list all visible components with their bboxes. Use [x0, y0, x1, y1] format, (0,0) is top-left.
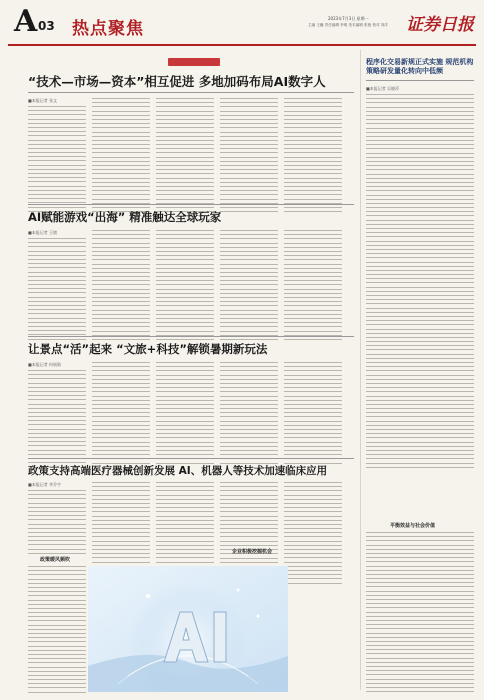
story2-col-2 — [92, 230, 150, 343]
main-headline: “技术—市场—资本”相互促进 多地加码布局AI数字人 — [28, 74, 326, 89]
sidebar-headline-line1 — [366, 58, 474, 76]
story2-byline: ■本报记者 王镜 — [28, 230, 58, 235]
story4-col-1a — [28, 490, 86, 557]
story2-col-4 — [220, 230, 278, 343]
main-headline-rule — [28, 92, 354, 93]
story2-col-5 — [284, 230, 342, 343]
section-title: 热点聚焦 — [72, 19, 144, 39]
story4-top-rule — [28, 458, 354, 459]
main-col-1 — [28, 106, 86, 215]
main-byline: ■本报记者 张文 — [28, 98, 58, 103]
story2-col-3 — [156, 230, 214, 343]
story3-col-5 — [284, 362, 342, 467]
date-line: 2023年7月3日 星期一 — [328, 16, 369, 21]
main-col-3 — [156, 98, 214, 215]
masthead-logo: 证券日报 — [406, 15, 474, 35]
kicker-text: 人工智能大会前哨 — [178, 69, 210, 74]
sidebar-text-top — [366, 94, 474, 471]
sidebar-headline-rule — [366, 80, 474, 81]
story3-col-2 — [92, 362, 150, 467]
story3-col-4 — [220, 362, 278, 467]
sidebar-byline: ■本报记者 吴晓萍 — [366, 86, 400, 91]
story4-col-1b — [28, 566, 86, 696]
kicker-tag — [168, 58, 220, 74]
story3-byline: ■本报记者 何展勋 — [28, 362, 62, 367]
main-col-5 — [284, 98, 342, 215]
main-col-4 — [220, 98, 278, 215]
main-col-2 — [92, 98, 150, 215]
story3-col-3 — [156, 362, 214, 467]
ai-illustration — [88, 566, 288, 692]
story3-col-1 — [28, 370, 86, 466]
page-number: 03 — [38, 19, 55, 33]
story4-headline: 政策支持高端医疗器械创新发展 AI、机器人等技术加速临床应用 — [28, 465, 328, 477]
story4-subhead-left: 政策暖风频吹 — [40, 557, 71, 563]
story3-headline: 让景点“活”起来 “文旅+科技”解锁暑期新玩法 — [28, 342, 268, 356]
page-header — [8, 6, 476, 44]
sidebar-subhead: 平衡效益与社会价值 — [390, 523, 436, 529]
sidebar-text-bottom — [366, 532, 474, 695]
page-letter: A — [14, 4, 38, 39]
story4-subhead-right: 企业积极挖掘机会 — [232, 549, 273, 555]
sidebar-headline: 程序化交易新规正式实施 规范机构策略研发量化转向中低频 — [366, 58, 474, 75]
story2-top-rule — [28, 204, 354, 205]
story4-col-5 — [284, 482, 342, 587]
story4-col-4 — [220, 482, 278, 557]
header-rule — [8, 44, 476, 46]
story3-top-rule — [28, 336, 354, 337]
story2-headline: AI赋能游戏“出海” 精准触达全球玩家 — [28, 210, 222, 224]
story4-byline: ■本报记者 李乔宇 — [28, 482, 62, 487]
column-divider — [360, 50, 361, 690]
editor-line: 主编 王巍 责任编辑 李明 美术编辑 张艳 校对 刘洋 — [308, 23, 388, 27]
story2-col-1 — [28, 238, 86, 343]
